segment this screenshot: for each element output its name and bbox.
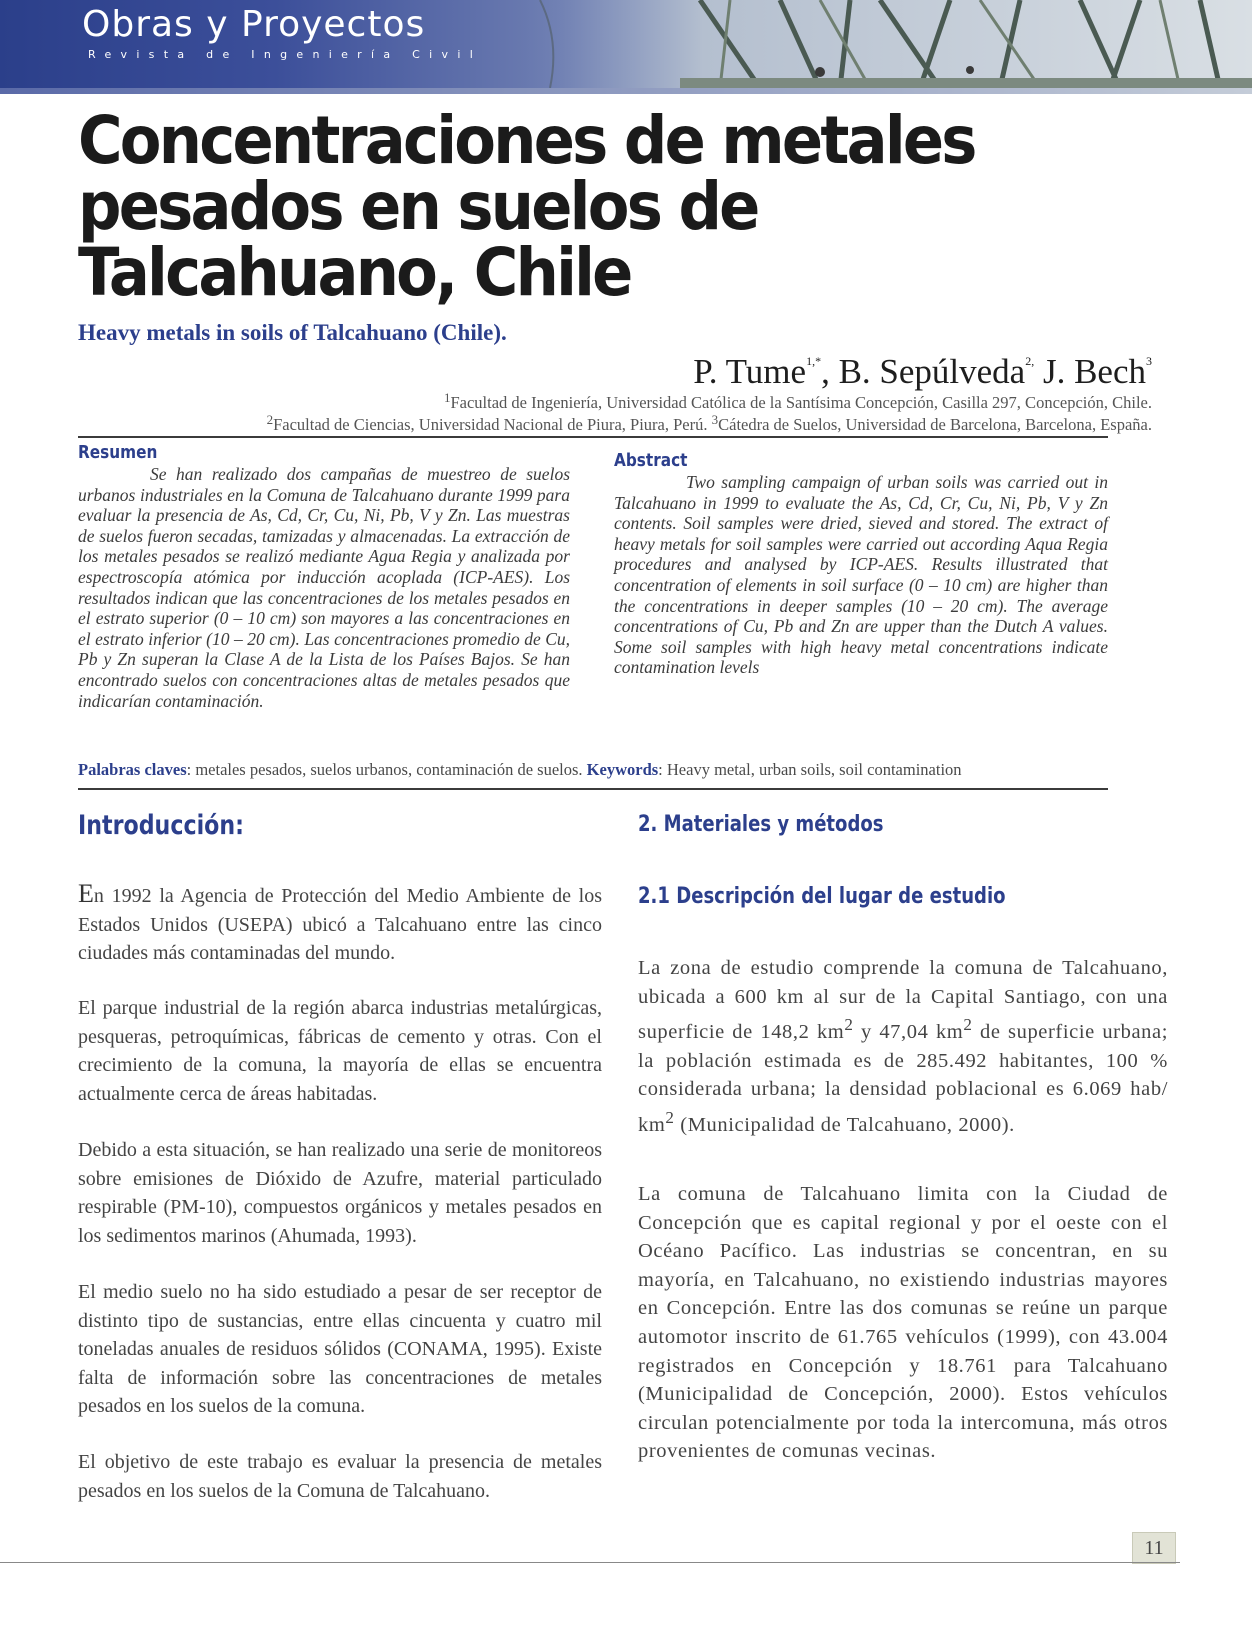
materiales-paragraph-1: [638, 954, 1168, 1139]
author-sup: 2,: [1025, 354, 1035, 368]
affiliation-sup: 1: [443, 390, 451, 405]
intro-paragraph-1-text: n 1992 la Agencia de Protección del Medio Ambiente de los Estados Unidos (USEPA) ubicó a Talcahuano entre las cinco ciudades más contaminadas del mundo.: [78, 885, 602, 965]
keywords-divider: [78, 788, 1108, 790]
affiliation-text: Facultad de Ingeniería, Universidad Católica de la Santísima Concepción, Casilla 297, Concepción, Chile.: [450, 393, 1152, 412]
author-sup: 3: [1146, 354, 1152, 368]
abstract-heading: Abstract: [614, 450, 688, 471]
article-subtitle: Heavy metals in soils of Talcahuano (Chile).: [78, 320, 507, 345]
introduccion-heading: Introducción:: [78, 810, 244, 841]
paragraph-segment: de superficie urbana; la población estimada es de 285.492 habitantes, 100 % considerada urbana; la densidad poblacional es 6.069 hab/ km: [638, 1021, 1168, 1136]
paragraph-segment: (Municipalidad de Talcahuano, 2000).: [674, 1113, 1015, 1136]
materiales-heading: 2. Materiales y métodos: [638, 812, 884, 837]
keywords-line: [78, 760, 1108, 780]
bridge-photo: [520, 0, 1252, 88]
author-sup: 1,*: [806, 354, 822, 368]
materiales-paragraph-2: La comuna de Talcahuano limita con la Ciudad de Concepción que es capital regional y por el oeste con el Océano Pacífico. Las industrias se concentran, en su mayoría, en Talcahuano, no existiendo industrias mayores en Concepción. Entre las dos comunas se reúne un parque automotor inscrito de 61.765 vehículos (1999), con 43.004 registrados en Concepción y 18.761 para Talcahuano (Municipalidad de Concepción, 2000). Estos vehículos circulan potencialmente por toda la intercomuna, más otros provenientes de comunas vecinas.: [638, 1183, 1168, 1463]
affiliation-line: [444, 390, 1152, 413]
keywords-es-text: : metales pesados, suelos urbanos, contaminación de suelos.: [186, 760, 583, 779]
article-title: Concentraciones de metales pesados en suelos de Talcahuano, Chile: [78, 102, 975, 311]
keywords-en-label: Keywords: [586, 760, 659, 779]
intro-paragraph-3: Debido a esta situación, se han realizado una serie de monitoreos sobre emisiones de Dióxido de Azufre, material particulado respirable (PM-10), compuestos orgánicos y metales pesados en los sedimentos marinos (Ahumada, 1993).: [78, 1139, 602, 1247]
paragraph-segment: y 47,04 km: [853, 1021, 964, 1044]
intro-paragraph-1: [78, 880, 602, 968]
header-divider: [0, 88, 1252, 94]
abstract-text: Two sampling campaign of urban soils was carried out in Talcahuano in 1999 to evaluate the As, Cd, Cr, Cu, Ni, Pb, V y Zn contents. Soil samples were dried, sieved and stored. The extract of heavy metals for soil samples were carried out according Aqua Regia procedures and analysed by ICP-AES. Results illustrated that concentration of elements in soil surface (0 – 10 cm) are higher than the concentrations in deeper samples (10 – 20 cm). The average concentrations of Cu, Pb and Zn are upper than the Dutch A values. Some soil samples with high heavy metal concentrations indicate contamination levels: [614, 472, 1108, 678]
author-list: P. Tume$^{1,*}$, B. Sepúlveda$^{2,}$ J. Bech$^3$: [693, 352, 1152, 391]
page-number: 11: [1132, 1532, 1176, 1564]
author-name: J. Bech: [1042, 352, 1146, 391]
superscript: 2: [963, 1015, 973, 1035]
paragraph-segment: La zona de estudio comprende la comuna de Talcahuano, ubicada a 600 km al sur de la Capital Santiago, con una superficie de 148,2 km: [638, 957, 1168, 1044]
lugar-estudio-heading: 2.1 Descripción del lugar de estudio: [638, 884, 1006, 909]
journal-subtitle: Revista de Ingeniería Civil: [88, 48, 483, 61]
keywords-es-label: Palabras claves: [78, 760, 187, 779]
affiliation-text: Cátedra de Suelos, Universidad de Barcelona, Barcelona, España.: [718, 415, 1152, 434]
drop-cap: E: [78, 879, 94, 908]
resumen-text: Se han realizado dos campañas de muestreo de suelos urbanos industriales en la Comuna de Talcahuano durante 1999 para evaluar la presencia de As, Cd, Cr, Cu, Ni, Pb, V y Zn. Las muestras de suelos fueron secadas, tamizadas y almacenadas. La extracción de los metales pesados se realizó mediante Agua Regia y analizada por espectroscopía atómica por inducción acoplada (ICP-AES). Los resultados indican que las concentraciones de los metales pesados en el estrato superior (0 – 10 cm) son mayores a las concentraciones en el estrato inferior (10 – 20 cm). Las concentraciones promedio de Cu, Pb y Zn superan la Clase A de la Lista de los Países Bajos. Se han encontrado suelos con concentraciones altas de metales pesados que indicarían contaminación.: [78, 464, 570, 711]
keywords-en-text: : Heavy metal, urban soils, soil contamination: [658, 760, 962, 779]
intro-paragraph-2: El parque industrial de la región abarca industrias metalúrgicas, pesqueras, petroquímicas, fábricas de cemento y otras. Con el crecimiento de la comuna, la mayoría de ellas se encuentra actualmente cerca de áreas habitadas.: [78, 997, 602, 1105]
intro-paragraph-4: El medio suelo no ha sido estudiado a pesar de ser receptor de distinto tipo de sustancias, entre ellas cincuenta y cuatro mil toneladas anuales de residuos sólidos (CONAMA, 1995). Existe falta de información sobre las concentraciones de metales pesados en los suelos de la comuna.: [78, 1281, 602, 1418]
journal-name: Obras y Proyectos: [82, 4, 426, 45]
affiliation-sup: 3: [711, 412, 719, 427]
journal-header: [0, 0, 1252, 88]
intro-paragraph-5: El objetivo de este trabajo es evaluar la presencia de metales pesados en los suelos de la Comuna de Talcahuano.: [78, 1451, 602, 1502]
affiliation-divider: [78, 436, 1108, 438]
author-name: B. Sepúlveda: [838, 352, 1026, 391]
author-name: P. Tume: [693, 352, 807, 391]
resumen-heading: Resumen: [78, 442, 158, 463]
affiliation-sup: 2: [266, 412, 274, 427]
affiliation-text: Facultad de Ciencias, Universidad Nacional de Piura, Piura, Perú.: [273, 415, 708, 434]
footer-divider: [0, 1562, 1180, 1563]
superscript: 2: [665, 1107, 675, 1127]
superscript: 2: [844, 1015, 854, 1035]
affiliation-line: [267, 412, 1152, 435]
